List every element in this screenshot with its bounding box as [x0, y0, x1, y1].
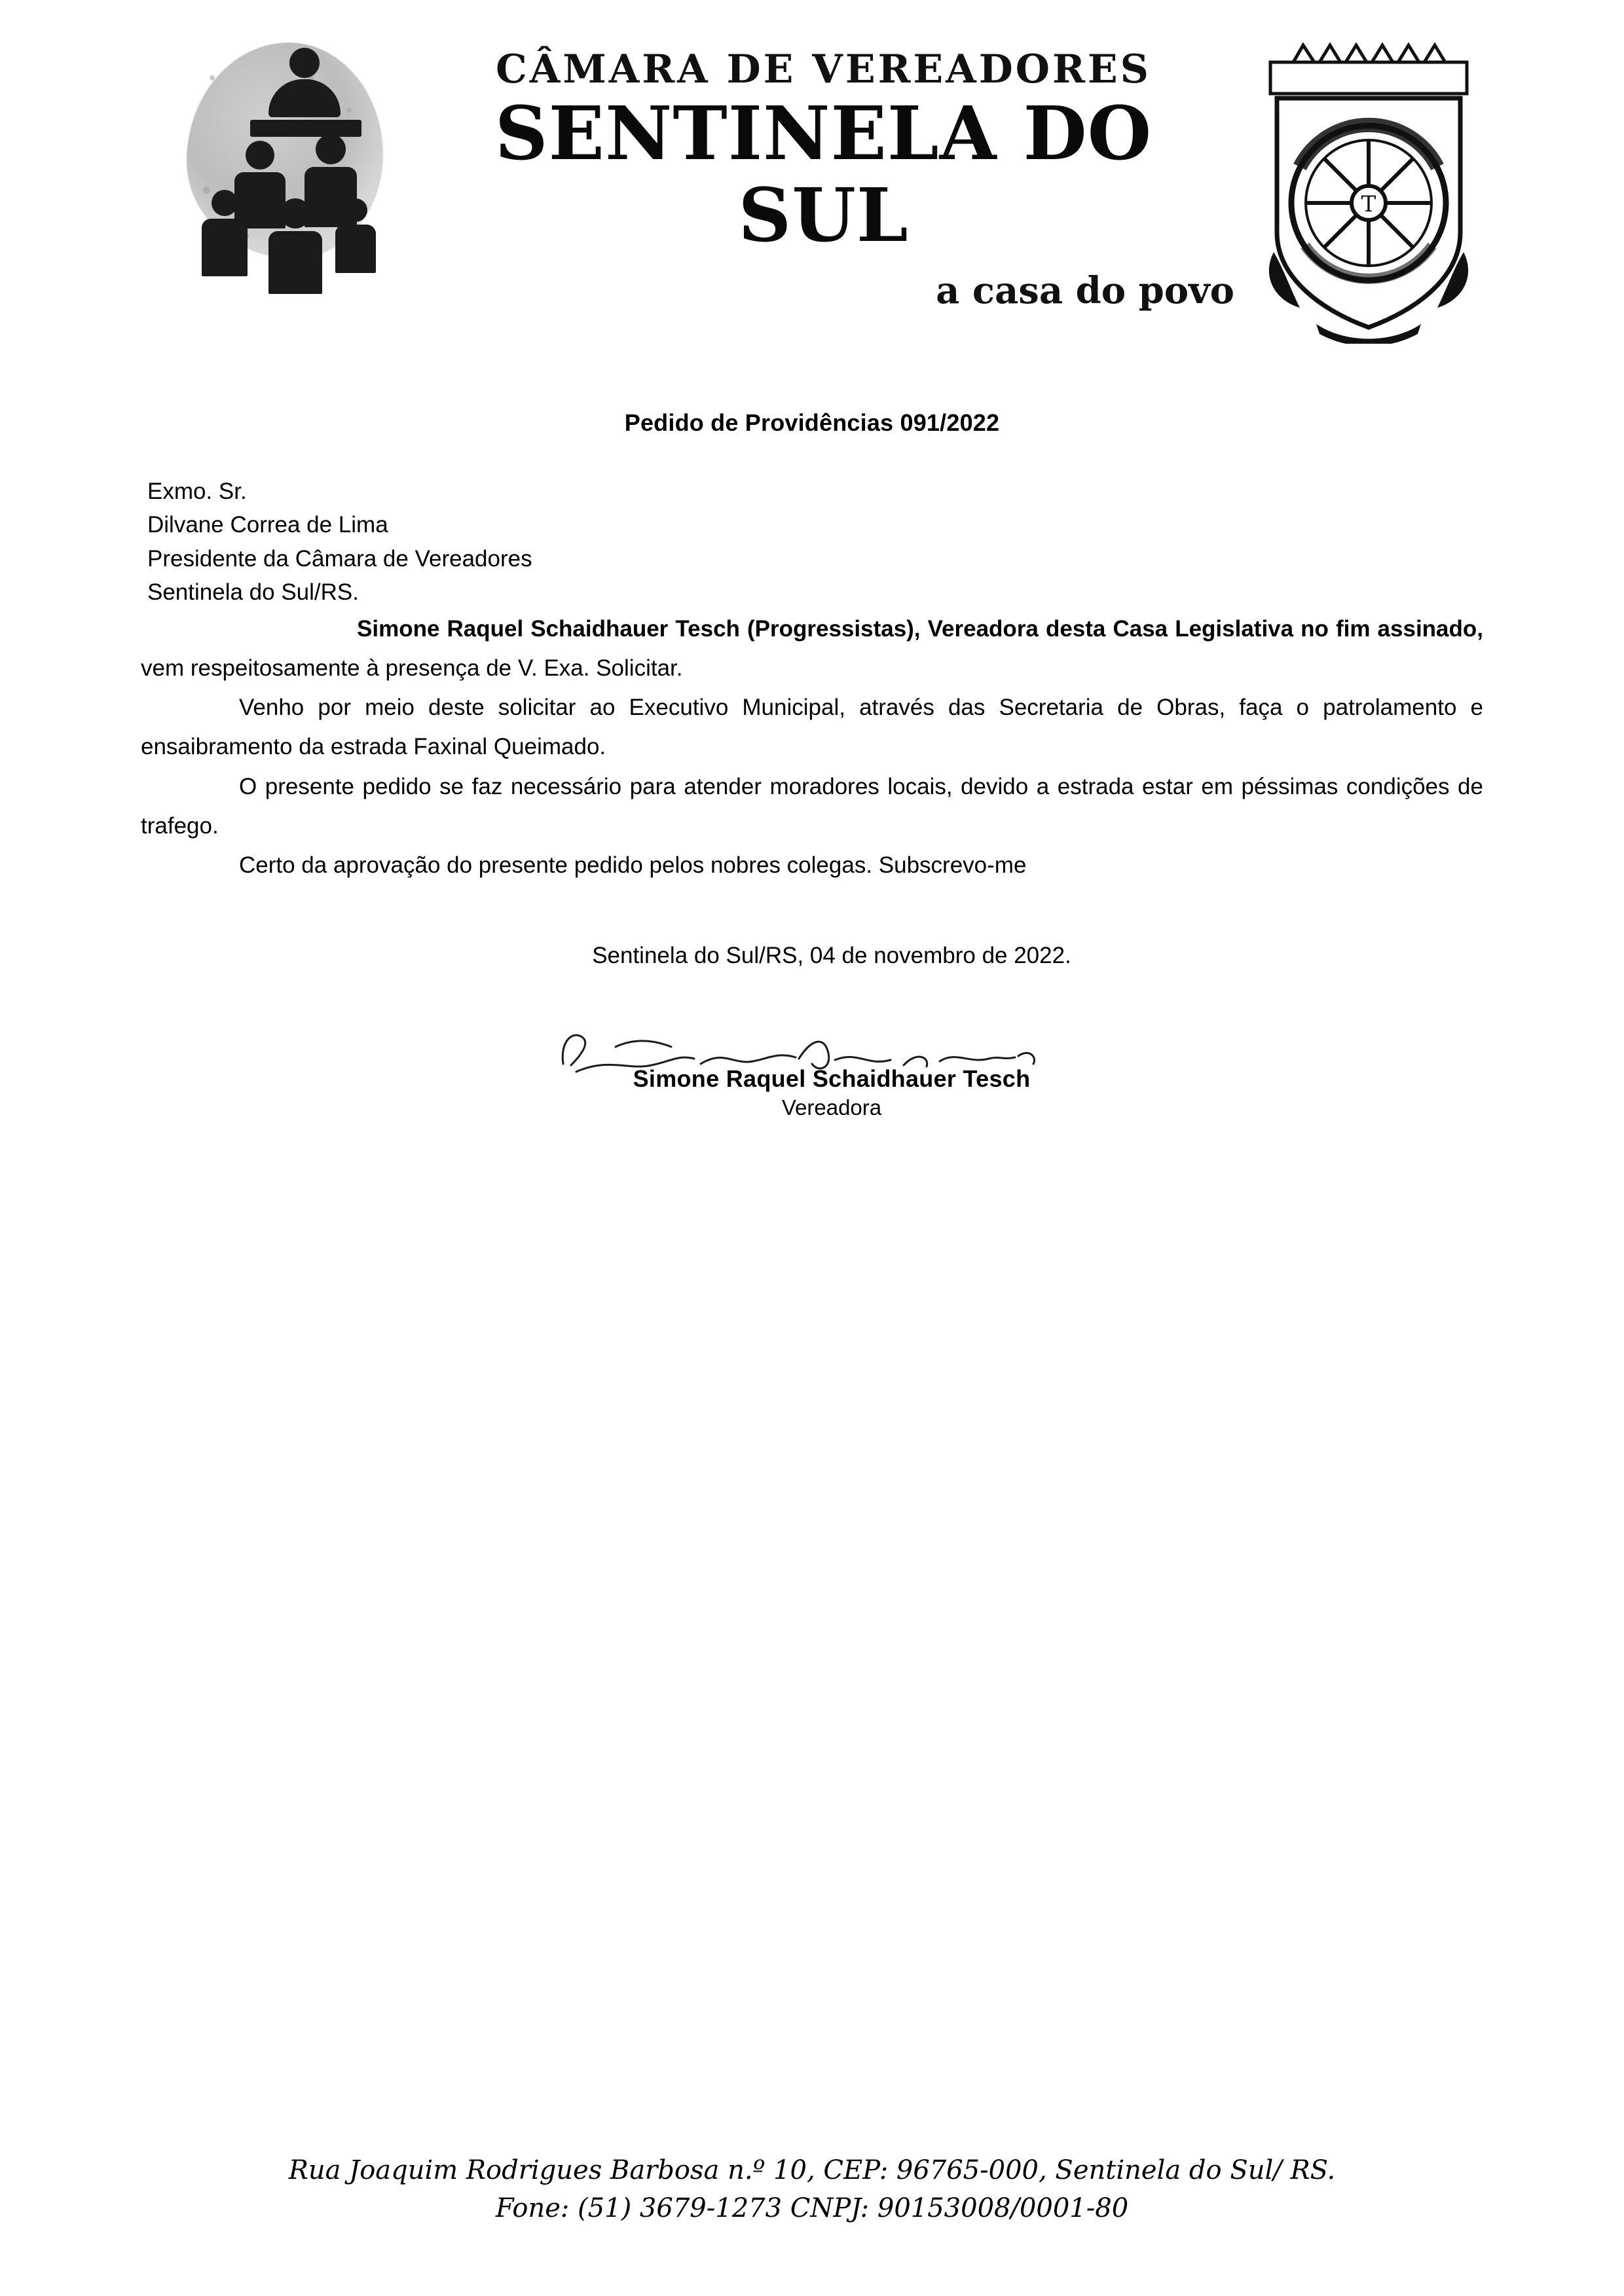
municipal-coat-of-arms-icon: [1254, 36, 1483, 344]
place-and-date: Sentinela do Sul/RS, 04 de novembro de 2022.: [592, 943, 1071, 969]
handwritten-signature-icon: [180, 1025, 1483, 1077]
document-title: Pedido de Providências 091/2022: [624, 409, 1000, 436]
letterhead-line-1: CÂMARA DE VEREADORES: [496, 46, 1151, 92]
intro-bold-name: Simone Raquel Schaidhauer Tesch (Progressistas),: [357, 615, 921, 642]
signer-name: Simone Raquel Schaidhauer Tesch: [633, 1065, 1031, 1093]
intro-rest: vem respeitosamente à presença de V. Exa. Solicitar.: [141, 655, 683, 681]
addressee-line: Exmo. Sr.: [147, 479, 247, 504]
signature-block: [141, 1025, 1483, 1120]
people-assembly-icon: [164, 36, 406, 311]
footer-line-2: Fone: (51) 3679-1273 CNPJ: 90153008/0001-80: [495, 2193, 1129, 2223]
letterhead: [141, 0, 1483, 403]
letterhead-line-2: SENTINELA DO SUL: [494, 91, 1153, 259]
svg-text:T: T: [1361, 191, 1376, 217]
addressee-block: [147, 475, 1483, 610]
addressee-line: Sentinela do Sul/RS.: [147, 579, 359, 606]
intro-paragraph: [141, 610, 1483, 688]
addressee-line: Presidente da Câmara de Vereadores: [147, 545, 532, 572]
letterhead-title: [399, 36, 1247, 312]
intro-bold-role: Vereadora desta Casa Legislativa no fim assinado,: [927, 615, 1484, 642]
body-paragraph-1: Venho por meio deste solicitar ao Executivo Municipal, através das Secretaria de Obras, faça o patrolamento e ensaibramento da estrada Faxinal Queimado.: [141, 695, 1483, 760]
footer-address: [0, 2151, 1624, 2227]
body-paragraph-2: O presente pedido se faz necessário para atender moradores locais, devido a estrada estar em péssimas condições de trafego.: [141, 773, 1483, 839]
addressee-line: Dilvane Correa de Lima: [147, 512, 388, 538]
signer-role: Vereadora: [781, 1095, 882, 1120]
footer-line-1: Rua Joaquim Rodrigues Barbosa n.º 10, CEP: 96765-000, Sentinela do Sul/ RS.: [288, 2155, 1336, 2185]
letterhead-tagline: a casa do povo: [936, 268, 1234, 312]
body-paragraph-3: Certo da aprovação do presente pedido pelos nobres colegas. Subscrevo-me: [239, 852, 1027, 878]
